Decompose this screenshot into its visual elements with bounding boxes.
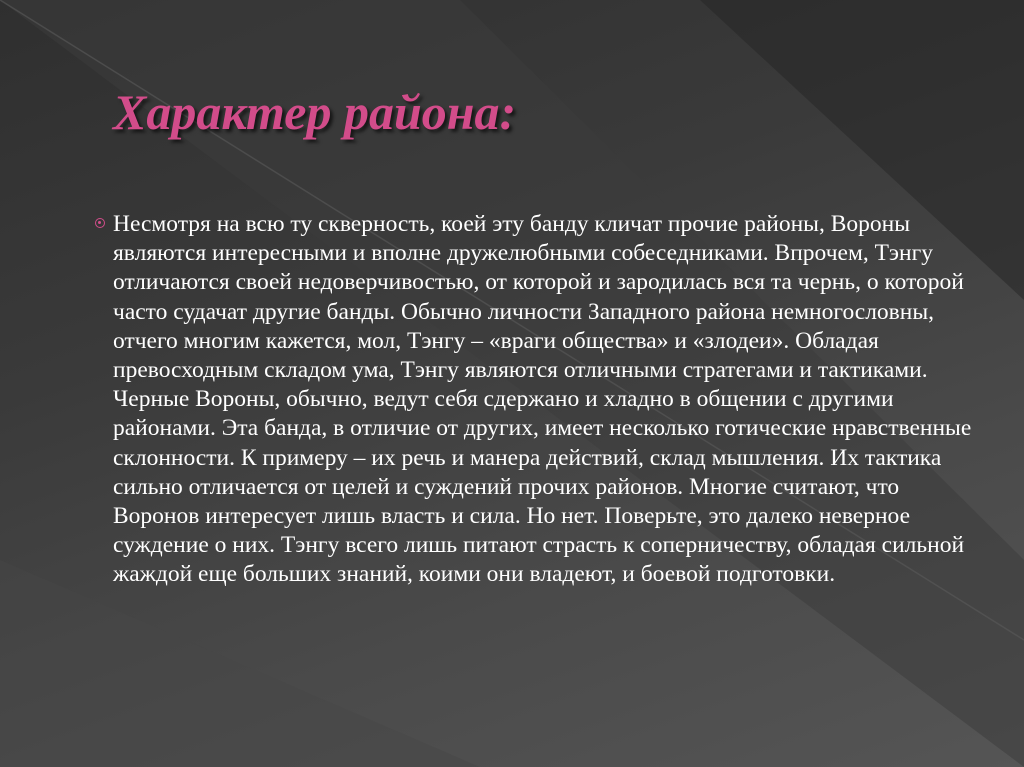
slide-title: Характер района: (113, 84, 517, 140)
bullet-text: Несмотря на всю ту скверность, коей эту банду кличат прочие районы, Вороны являются интересными и вполне дружелюбными собеседниками. Впрочем, Тэнгу отличаются своей недоверчивостью, от которой и зародилась вся та чернь, о которой часто судачат другие банды. Обычно личности Западного района немногословны, отчего многим кажется, мол, Тэнгу – «враги общества» и «злодеи». Обладая превосходным складом ума, Тэнгу являются отличными стратегами и тактиками. Черные Вороны, обычно, ведут себя сдержано и хладно в общении с другими районами. Эта банда, в отличие от других, имеет несколько готические нравственные склонности. К примеру – их речь и манера действий, склад мышления. Их тактика сильно отличается от целей и суждений прочих районов. Многие считают, что Воронов интересует лишь власть и сила. Но нет. Поверьте, это далеко неверное суждение о них. Тэнгу всего лишь питают страсть к соперничеству, обладая сильной жаждой еще больших знаний, коими они владеют, и боевой подготовки. (113, 211, 972, 588)
bullet-list (95, 210, 975, 590)
circle-bullet-icon (95, 218, 105, 228)
list-item (95, 210, 975, 590)
background-lower-left-shade (0, 560, 480, 767)
